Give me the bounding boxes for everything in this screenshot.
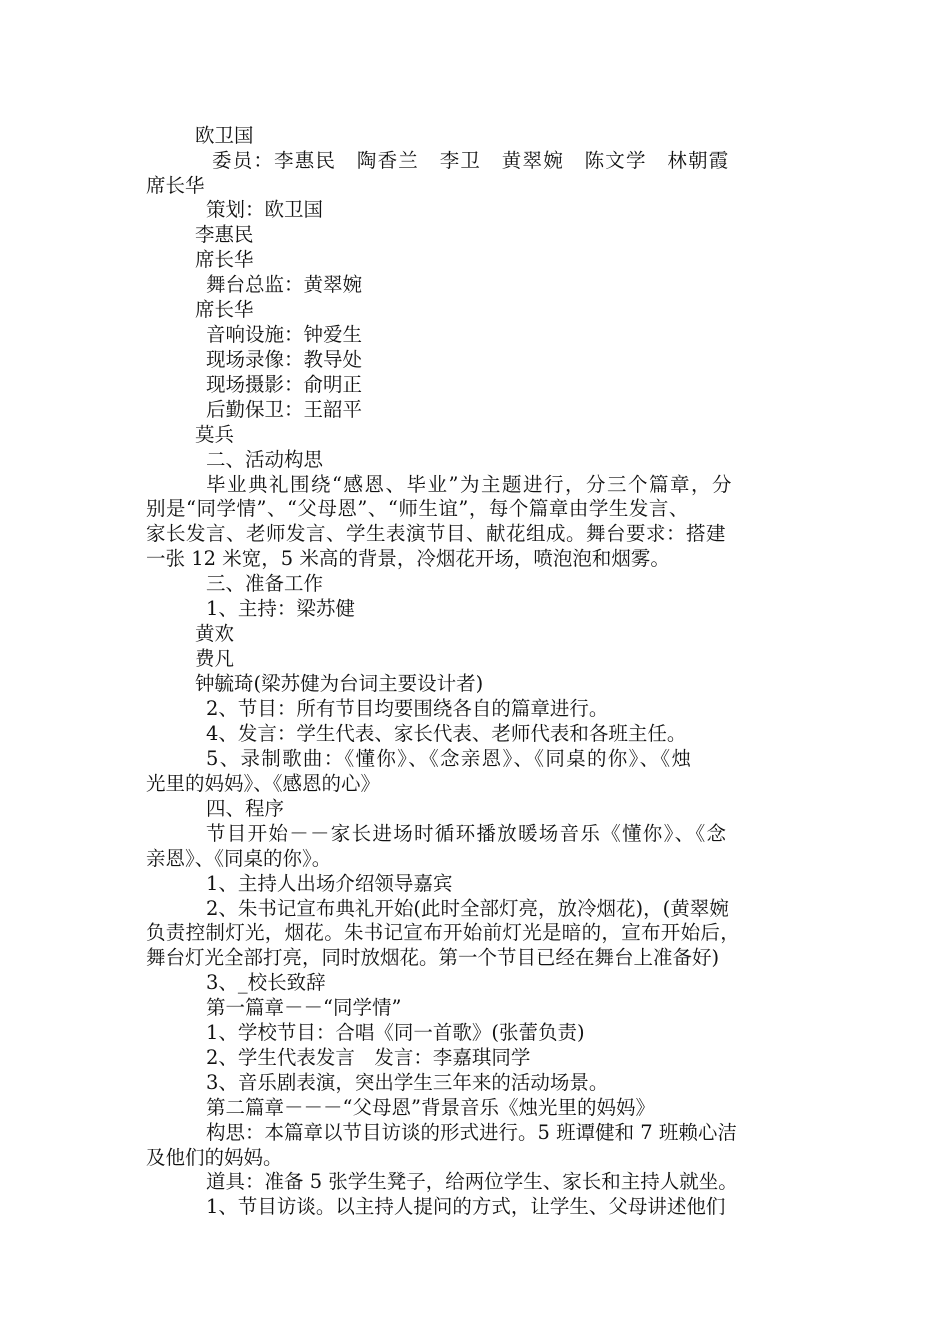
section-heading: 第二篇章－－－“父母恩”背景音乐《烛光里的妈妈》 (206, 1096, 655, 1119)
text-line: 4、发言：学生代表、家长代表、老师代表和各班主任。 (206, 722, 687, 745)
text-line: 1、主持人出场介绍领导嘉宾 (206, 872, 453, 895)
text-line: 欧卫国 (195, 124, 254, 147)
text-line: 2、朱书记宣布典礼开始(此时全部灯亮，放冷烟花)，(黄翠婉 (206, 897, 729, 920)
text-line: 负责控制灯光，烟花。朱书记宣布开始前灯光是暗的，宣布开始后， (146, 921, 741, 944)
text-line: 5、录制歌曲：《懂你》、《念亲恩》、《同桌的你》、《烛 (206, 747, 693, 770)
text-line: 费凡 (195, 647, 235, 670)
section-heading: 二、活动构思 (206, 448, 324, 471)
text-line: 及他们的妈妈。 (146, 1146, 283, 1169)
text-line: 音响设施：钟爱生 (206, 323, 363, 346)
text-line: 光里的妈妈》、《感恩的心》 (146, 772, 381, 795)
text-line: 道具：准备 5 张学生凳子，给两位学生、家长和主持人就坐。 (206, 1170, 738, 1193)
text-line: 节目开始－－家长进场时循环播放暖场音乐《懂你》、《念 (206, 822, 728, 845)
text-line: 3、音乐剧表演，突出学生三年来的活动场景。 (206, 1071, 609, 1094)
text-line: 1、节目访谈。以主持人提问的方式，让学生、父母讲述他们 (206, 1195, 726, 1218)
text-line: 席长华 (195, 248, 254, 271)
text-line: 李惠民 (195, 223, 254, 246)
text-line: 1、学校节目：合唱《同一首歌》(张蕾负责) (206, 1021, 585, 1044)
text-line: 策划：欧卫国 (206, 198, 324, 221)
text-line: 家长发言、老师发言、学生表演节目、献花组成。舞台要求：搭建 (146, 522, 727, 545)
section-heading: 第一篇章－－“同学情” (206, 996, 402, 1019)
text-line: 钟毓琦(梁苏健为台词主要设计者) (195, 672, 484, 695)
section-heading: 四、程序 (206, 797, 285, 820)
text-line: 一张 12 米宽，5 米高的背景，冷烟花开场，喷泡泡和烟雾。 (146, 547, 670, 570)
text-line: 舞台灯光全部打亮，同时放烟花。第一个节目已经在舞台上准备好) (146, 946, 720, 969)
text-line: 席长华 (195, 298, 254, 321)
text-line: 黄欢 (195, 622, 235, 645)
text-line: 舞台总监：黄翠婉 (206, 273, 363, 296)
text-line: 2、节目：所有节目均要围绕各自的篇章进行。 (206, 697, 609, 720)
text-line: 席长华 (146, 174, 205, 197)
text-line: 2、学生代表发言 发言：李嘉琪同学 (206, 1046, 531, 1069)
text-line: 亲恩》、《同桌的你》。 (146, 847, 332, 870)
text-line: 1、主持：梁苏健 (206, 597, 355, 620)
text-line: 构思：本篇章以节目访谈的形式进行。5 班谭健和 7 班赖心洁 (206, 1121, 737, 1144)
text-line: 毕业典礼围绕“感恩、毕业”为主题进行，分三个篇章，分 (206, 473, 733, 496)
text-line: 别是“同学情”、“父母恩”、“师生谊”，每个篇章由学生发言、 (146, 497, 689, 520)
text-line: 莫兵 (195, 423, 235, 446)
text-line: 委员：李惠民 陶香兰 李卫 黄翠婉 陈文学 林朝霞 (212, 149, 730, 172)
text-line: 现场摄影：俞明正 (206, 373, 363, 396)
text-line: 现场录像：教导处 (206, 348, 363, 371)
text-line: 后勤保卫：王韶平 (206, 398, 363, 421)
section-heading: 三、准备工作 (206, 572, 324, 595)
text-line: 3、_校长致辞 (206, 971, 326, 994)
